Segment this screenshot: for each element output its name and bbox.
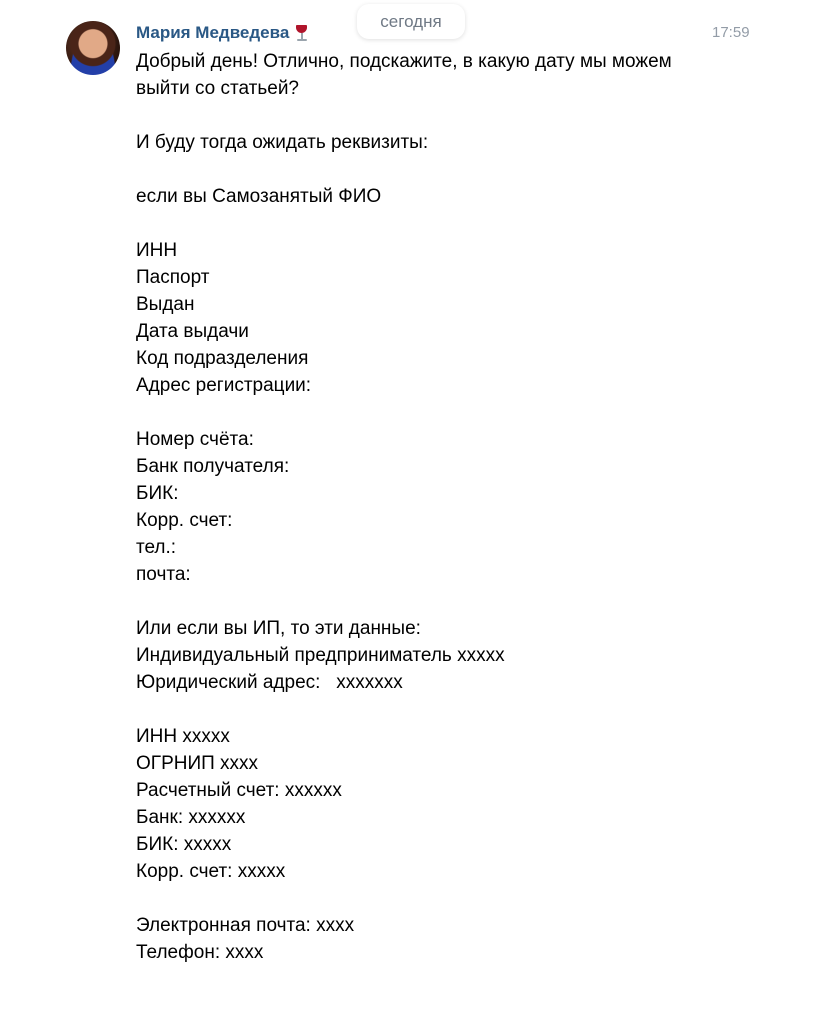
message-line: БИК: <box>136 483 179 504</box>
wine-glass-icon <box>295 23 309 43</box>
user-avatar[interactable] <box>66 21 120 75</box>
message-line: Расчетный счет: xxxxxx <box>136 780 342 801</box>
message-line <box>136 399 706 426</box>
message-line: если вы Самозанятый ФИО <box>136 186 382 207</box>
message-line: Добрый день! Отлично, подскажите, в какую дату мы можем <box>136 51 672 72</box>
message-line: Банк получателя: <box>136 456 290 477</box>
author-name[interactable]: Мария Медведева <box>136 23 290 42</box>
message-line: ОГРНИП xxxx <box>136 753 259 774</box>
message-line: Выдан <box>136 294 195 315</box>
message-line: ИНН xxxxx <box>136 726 230 747</box>
message-line: Юридический адрес: xxxxxxx <box>136 672 403 693</box>
message-line <box>136 588 706 615</box>
author-header <box>136 23 309 43</box>
message-line: И буду тогда ожидать реквизиты: <box>136 132 429 153</box>
message-line: Или если вы ИП, то эти данные: <box>136 618 421 639</box>
message-line: Корр. счет: xxxxx <box>136 861 286 882</box>
message-line <box>136 156 706 183</box>
message-line: Код подразделения <box>136 348 309 369</box>
message-line: Паспорт <box>136 267 210 288</box>
message-line: ИНН <box>136 240 178 261</box>
message-line: БИК: xxxxx <box>136 834 232 855</box>
message-line: Дата выдачи <box>136 321 249 342</box>
message-line <box>136 102 706 129</box>
message-line: тел.: <box>136 537 177 558</box>
message-line: Номер счёта: <box>136 429 254 450</box>
message-line <box>136 696 706 723</box>
message-line <box>136 885 706 912</box>
message-line: Телефон: xxxx <box>136 942 264 963</box>
message-line: Электронная почта: xxxx <box>136 915 355 936</box>
date-divider: сегодня <box>357 4 465 39</box>
message-body <box>136 48 706 966</box>
message-line: Банк: xxxxxx <box>136 807 246 828</box>
message-line: Корр. счет: <box>136 510 233 531</box>
message-line: Индивидуальный предприниматель xxxxx <box>136 645 505 666</box>
message-timestamp: 17:59 <box>712 24 750 41</box>
message-line: выйти со статьей? <box>136 78 300 99</box>
message-line: почта: <box>136 564 191 585</box>
message-line <box>136 210 706 237</box>
message-line: Адрес регистрации: <box>136 375 312 396</box>
